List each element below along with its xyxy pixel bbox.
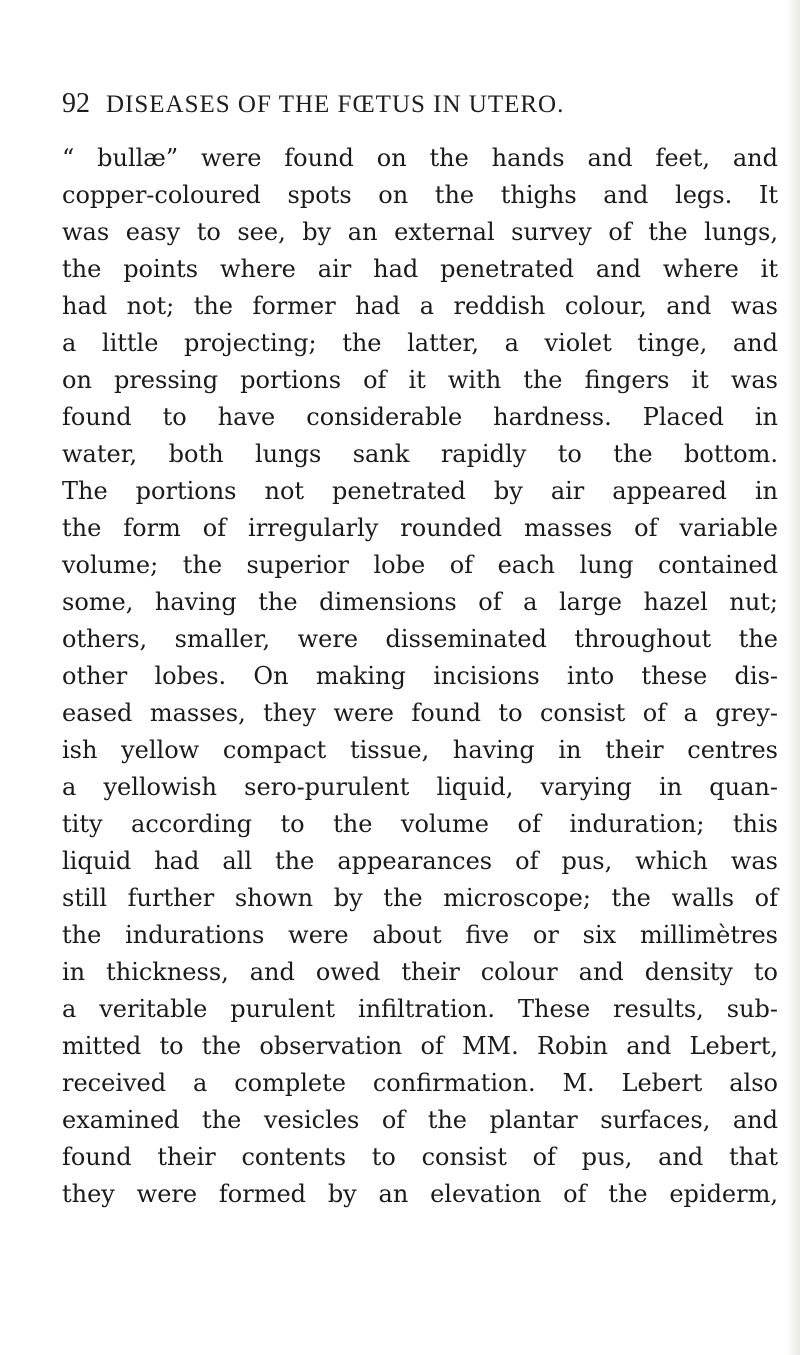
text-line: on pressing portions of it with the fingers it was xyxy=(62,366,778,394)
text-line: still further shown by the microscope; the walls of xyxy=(62,884,778,912)
running-header xyxy=(62,88,782,120)
text-line: the form of irregularly rounded masses of variable xyxy=(62,514,778,542)
text-line: was easy to see, by an external survey of the lungs, xyxy=(62,218,778,246)
text-line: The portions not penetrated by air appeared in xyxy=(62,477,778,505)
text-line: others, smaller, were disseminated throughout the xyxy=(62,625,778,653)
text-line: a veritable purulent infiltration. These results, sub- xyxy=(62,995,778,1023)
text-line: water, both lungs sank rapidly to the bottom. xyxy=(62,440,778,468)
running-title: DISEASES OF THE FŒTUS IN UTERO. xyxy=(106,91,565,118)
text-line: they were formed by an elevation of the epiderm, xyxy=(62,1180,778,1208)
text-line: a little projecting; the latter, a violet tinge, and xyxy=(62,329,778,357)
text-line: “ bullæ” were found on the hands and feet, and xyxy=(62,144,778,172)
page-number: 92 xyxy=(62,88,90,119)
text-line: had not; the former had a reddish colour, and was xyxy=(62,292,778,320)
text-line: tity according to the volume of induration; this xyxy=(62,810,778,838)
text-line: copper-coloured spots on the thighs and legs. It xyxy=(62,181,778,209)
text-line: received a complete confirmation. M. Lebert also xyxy=(62,1069,778,1097)
text-line: mitted to the observation of MM. Robin and Lebert, xyxy=(62,1032,778,1060)
text-line: the indurations were about five or six millimètres xyxy=(62,921,778,949)
text-line: a yellowish sero-purulent liquid, varying in quan- xyxy=(62,773,778,801)
text-line: ish yellow compact tissue, having in their centres xyxy=(62,736,778,764)
text-line: volume; the superior lobe of each lung contained xyxy=(62,551,778,579)
text-line: the points where air had penetrated and where it xyxy=(62,255,778,283)
text-line: examined the vesicles of the plantar surfaces, and xyxy=(62,1106,778,1134)
text-line: found to have considerable hardness. Placed in xyxy=(62,403,778,431)
page-edge-shadow xyxy=(786,0,800,1355)
text-line: some, having the dimensions of a large hazel nut; xyxy=(62,588,778,616)
text-line: liquid had all the appearances of pus, which was xyxy=(62,847,778,875)
text-line: in thickness, and owed their colour and density to xyxy=(62,958,778,986)
text-line: other lobes. On making incisions into these dis- xyxy=(62,662,778,690)
body-text xyxy=(62,140,778,1213)
text-line: found their contents to consist of pus, and that xyxy=(62,1143,778,1171)
text-line: eased masses, they were found to consist of a grey- xyxy=(62,699,778,727)
